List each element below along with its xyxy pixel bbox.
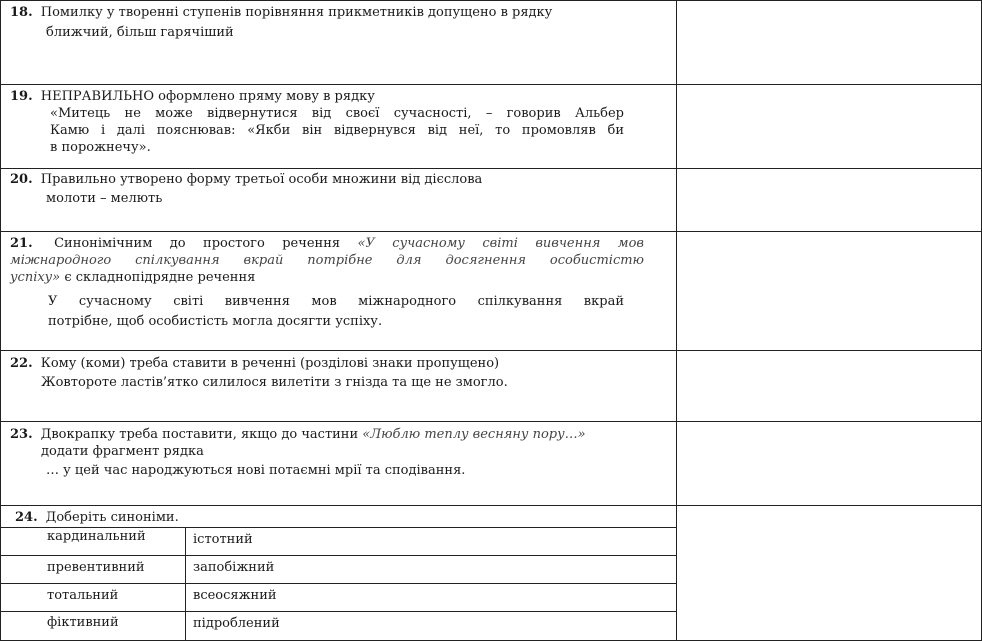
answer-option (48, 292, 624, 332)
question-number: 21. (10, 236, 33, 251)
synonym-value: істотний (193, 532, 253, 547)
question-number: 18. (10, 5, 33, 20)
question-22 (10, 355, 499, 372)
question-prompt: Кому (коми) треба ставити в реченні (розділові знаки пропущено) (40, 356, 500, 371)
row-divider-19-20 (0, 168, 982, 169)
synonyms-table-row-divider (0, 611, 677, 612)
left-border (0, 0, 1, 641)
question-number: 24. (15, 510, 38, 525)
question-number: 23. (10, 427, 33, 442)
answer-line: У сучасному світі вивчення мов міжнародного спілкування вкрай (48, 294, 624, 309)
question-20 (10, 171, 482, 188)
synonym-value: підроблений (193, 616, 280, 631)
synonym-term: тотальний (47, 588, 119, 603)
question-number: 22. (10, 356, 33, 371)
question-number: 19. (10, 89, 33, 104)
question-prompt: є складнопідрядне речення (64, 270, 256, 285)
answer-option: … у цей час народжуються нові потаємні мрії та сподівання. (46, 463, 466, 478)
question-prompt: Доберіть синоніми. (45, 510, 179, 525)
answer-line: «Митець не може відвернутися від своєї сучасності, – говорив Альбер (50, 106, 624, 121)
quoted-sentence: «У сучасному світі вивчення мов (357, 236, 644, 251)
column-divider (676, 0, 677, 641)
synonym-value: всеосяжний (193, 588, 277, 603)
synonym-value: запобіжний (193, 560, 275, 575)
question-prompt: Синонімічним до простого речення (54, 236, 341, 251)
synonym-term: фіктивний (47, 615, 119, 630)
top-border (0, 0, 982, 1)
answer-line: потрібне, щоб особистість могла досягти успіху. (48, 314, 383, 329)
question-21 (10, 235, 644, 286)
question-23 (10, 426, 586, 443)
question-line (10, 235, 644, 252)
answer-option: молоти – мелють (46, 191, 163, 206)
question-line (10, 269, 644, 286)
answer-option (50, 105, 624, 156)
question-number: 20. (10, 172, 33, 187)
question-prompt: Правильно утворено форму третьої особи множини від дієслова (40, 172, 483, 187)
row-divider-22-23 (0, 421, 982, 422)
question-18 (10, 4, 552, 21)
synonyms-table-row-divider (0, 555, 677, 556)
answer-line: Камю і далі пояснював: «Якби він відвернувся від неї, то промовляв би (50, 123, 624, 138)
synonyms-table-column-divider (185, 527, 186, 640)
question-prompt: Двокрапку треба поставити, якщо до частини (40, 427, 359, 442)
row-divider-23-24 (0, 505, 982, 506)
quoted-fragment: «Люблю теплу весняну пору…» (362, 427, 586, 442)
answer-line: в порожнечу». (50, 140, 151, 155)
quoted-sentence: успіху» (10, 270, 61, 285)
row-divider-21-22 (0, 350, 982, 351)
answer-option: ближчий, більш гарячіший (46, 25, 234, 40)
answer-option: Жовтороте ластів’ятко силилося вилетіти з гнізда та ще не змогло. (41, 375, 508, 390)
synonyms-table-row-divider (0, 583, 677, 584)
synonym-term: превентивний (47, 560, 145, 575)
question-prompt: Помилку у творенні ступенів порівняння прикметників допущено в рядку (40, 5, 553, 20)
question-24 (15, 509, 179, 526)
row-divider-18-19 (0, 84, 982, 85)
quoted-sentence: міжнародного спілкування вкрай потрібне для досягнення особистістю (10, 253, 644, 268)
question-prompt: НЕПРАВИЛЬНО оформлено пряму мову в рядку (40, 89, 375, 104)
question-19 (10, 88, 375, 105)
row-divider-20-21 (0, 231, 982, 232)
synonym-term: кардинальний (47, 529, 146, 544)
question-23-continuation: додати фрагмент рядка (41, 444, 204, 459)
